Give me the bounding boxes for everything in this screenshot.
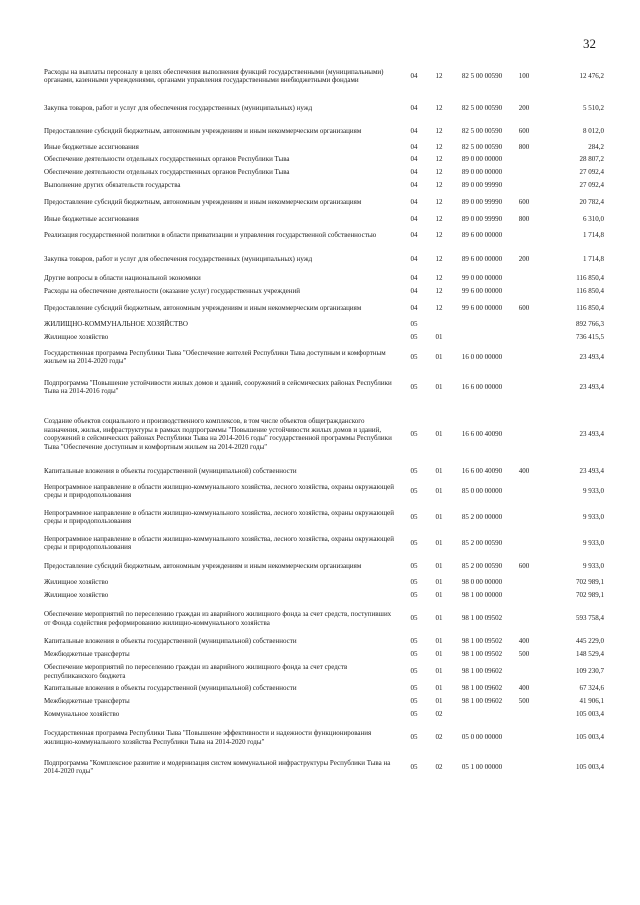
row-amount: 9 933,0	[583, 538, 604, 547]
table-row	[44, 464, 604, 478]
row-expense-type	[512, 708, 536, 721]
row-amount: 27 092,4	[579, 168, 604, 177]
row-expense-type	[512, 530, 536, 556]
row-expense-type	[512, 754, 536, 780]
row-subsection: 01	[435, 684, 443, 693]
row-expense-type: 500	[518, 697, 530, 706]
row-subsection: 12	[435, 126, 443, 135]
row-amount: 23 493,4	[579, 352, 604, 361]
row-subsection: 01	[435, 561, 443, 570]
row-target-code: 89 0 00 00000	[461, 155, 503, 164]
row-target-code: 98 1 00 09502	[461, 637, 503, 646]
row-section: 04	[410, 155, 418, 164]
table-row	[44, 318, 604, 331]
table-row	[44, 721, 604, 754]
row-section: 05	[410, 333, 418, 342]
row-name: Жилищное хозяйство	[44, 333, 109, 342]
row-subsection: 01	[435, 591, 443, 600]
row-amount: 1 714,8	[583, 254, 604, 263]
table-row	[44, 478, 604, 504]
row-section: 05	[410, 762, 418, 771]
row-section: 04	[410, 168, 418, 177]
row-amount: 702 989,1	[576, 578, 604, 587]
row-target-code: 82 5 00 00590	[461, 126, 503, 135]
row-section: 05	[410, 466, 418, 475]
row-section: 05	[410, 382, 418, 391]
row-section: 05	[410, 512, 418, 521]
row-section: 04	[410, 214, 418, 223]
row-target-code: 85 2 00 00000	[461, 512, 503, 521]
row-name: Коммунальное хозяйство	[44, 710, 120, 719]
row-amount: 1 714,8	[583, 231, 604, 240]
table-row	[44, 404, 604, 464]
row-subsection: 02	[435, 733, 443, 742]
row-subsection: 01	[435, 697, 443, 706]
row-section: 05	[410, 697, 418, 706]
row-expense-type	[512, 661, 536, 682]
row-name: Обеспечение мероприятий по переселению граждан из аварийного жилищного фонда за счет средств, поступивших от Фонда содействия реформированию жилищно-коммунального хозяйства	[44, 610, 392, 627]
row-expense-type: 600	[518, 303, 530, 312]
table-row	[44, 682, 604, 695]
row-expense-type: 400	[518, 684, 530, 693]
row-expense-type: 500	[518, 650, 530, 659]
row-name: Капитальные вложения в объекты государственной (муниципальной) собственности	[44, 684, 297, 693]
row-subsection: 01	[435, 466, 443, 475]
row-name: Жилищное хозяйство	[44, 591, 109, 600]
table-row	[44, 576, 604, 589]
row-name: Непрограммное направление в области жилищно-коммунального хозяйства, лесного хозяйства, охраны окружающей среды и природопользования	[44, 534, 395, 551]
row-subsection: 12	[435, 168, 443, 177]
row-amount: 105 003,4	[576, 733, 604, 742]
table-row	[44, 648, 604, 661]
row-target-code: 98 1 00 09502	[461, 650, 503, 659]
row-amount: 28 807,2	[579, 155, 604, 164]
row-subsection: 12	[435, 181, 443, 190]
row-amount: 41 906,1	[579, 697, 604, 706]
row-amount: 67 324,6	[579, 684, 604, 693]
row-name: Предоставление субсидий бюджетным, автономным учреждениям и иным некоммерческим организациям	[44, 561, 362, 570]
row-name: ЖИЛИЩНО-КОММУНАЛЬНОЕ ХОЗЯЙСТВО	[44, 320, 188, 329]
table-row	[44, 285, 604, 298]
row-target-code: 16 6 00 40090	[461, 429, 503, 438]
row-name: Межбюджетные трансферты	[44, 697, 130, 706]
row-name: Жилищное хозяйство	[44, 578, 109, 587]
row-subsection: 12	[435, 214, 443, 223]
row-amount: 9 933,0	[583, 561, 604, 570]
row-subsection: 12	[435, 198, 443, 207]
row-amount: 9 933,0	[583, 486, 604, 495]
row-target-code: 89 6 00 00000	[461, 231, 503, 240]
row-subsection: 01	[435, 382, 443, 391]
row-target-code: 05 1 00 00000	[461, 762, 503, 771]
budget-table	[44, 57, 604, 780]
row-amount: 116 850,4	[576, 274, 604, 283]
row-section: 05	[410, 637, 418, 646]
row-expense-type: 400	[518, 637, 530, 646]
row-expense-type	[512, 576, 536, 589]
row-expense-type	[512, 504, 536, 530]
row-name: Государственная программа Республики Тыва "Обеспечение жителей Республики Тыва доступным и комфортным жильем на 2014-2020 годы"	[44, 348, 386, 365]
row-section: 04	[410, 303, 418, 312]
row-amount: 23 493,4	[579, 466, 604, 475]
table-row	[44, 225, 604, 246]
row-expense-type	[512, 721, 536, 754]
row-section: 05	[410, 429, 418, 438]
row-subsection: 01	[435, 538, 443, 547]
row-target-code: 89 6 00 00000	[461, 254, 503, 263]
row-subsection: 12	[435, 155, 443, 164]
row-target-code: 16 6 00 40090	[461, 466, 503, 475]
row-section: 05	[410, 710, 418, 719]
row-subsection: 01	[435, 614, 443, 623]
row-target-code: 99 0 00 00000	[461, 274, 503, 283]
row-amount: 8 012,0	[583, 126, 604, 135]
table-row	[44, 754, 604, 780]
row-name: Обеспечение деятельности отдельных государственных органов Республики Тыва	[44, 155, 290, 164]
row-name: Капитальные вложения в объекты государственной (муниципальной) собственности	[44, 466, 297, 475]
row-subsection: 12	[435, 231, 443, 240]
row-target-code: 16 0 00 00000	[461, 352, 503, 361]
row-section: 04	[410, 103, 418, 112]
row-expense-type: 400	[518, 466, 530, 475]
table-row	[44, 530, 604, 556]
row-section: 05	[410, 578, 418, 587]
row-subsection: 01	[435, 650, 443, 659]
row-target-code: 98 1 00 09502	[461, 614, 503, 623]
row-expense-type	[512, 285, 536, 298]
row-name: Предоставление субсидий бюджетным, автономным учреждениям и иным некоммерческим организациям	[44, 303, 362, 312]
row-section: 04	[410, 181, 418, 190]
table-row	[44, 661, 604, 682]
row-name: Предоставление субсидий бюджетным, автономным учреждениям и иным некоммерческим организациям	[44, 198, 362, 207]
row-amount: 736 415,5	[576, 333, 604, 342]
row-subsection	[426, 318, 452, 331]
row-expense-type	[512, 318, 536, 331]
row-target-code: 85 2 00 00590	[461, 561, 503, 570]
row-name: Непрограммное направление в области жилищно-коммунального хозяйства, лесного хозяйства, охраны окружающей среды и природопользования	[44, 482, 395, 499]
table-row	[44, 331, 604, 344]
row-section: 05	[410, 684, 418, 693]
row-section: 05	[410, 538, 418, 547]
row-section: 04	[410, 71, 418, 80]
row-subsection: 01	[435, 333, 443, 342]
row-amount: 445 229,0	[576, 637, 604, 646]
row-target-code: 85 0 00 00000	[461, 486, 503, 495]
table-row	[44, 57, 604, 95]
row-target-code: 98 1 00 00000	[461, 591, 503, 600]
row-target-code: 85 2 00 00590	[461, 538, 503, 547]
row-target-code: 89 0 00 99990	[461, 214, 503, 223]
row-subsection: 12	[435, 274, 443, 283]
row-subsection: 01	[435, 429, 443, 438]
table-row	[44, 708, 604, 721]
row-expense-type	[512, 404, 536, 464]
row-amount: 5 510,2	[583, 103, 604, 112]
row-target-code: 89 0 00 00000	[461, 168, 503, 177]
row-target-code	[452, 318, 512, 331]
row-name: Межбюджетные трансферты	[44, 650, 130, 659]
row-subsection: 01	[435, 637, 443, 646]
row-amount: 23 493,4	[579, 382, 604, 391]
row-section: 04	[410, 198, 418, 207]
row-target-code: 82 5 00 00590	[461, 71, 503, 80]
row-amount: 20 782,4	[579, 198, 604, 207]
row-subsection: 01	[435, 578, 443, 587]
row-target-code: 98 1 00 09602	[461, 667, 503, 676]
row-section: 04	[410, 254, 418, 263]
row-amount: 23 493,4	[579, 429, 604, 438]
table-row	[44, 121, 604, 141]
row-amount: 27 092,4	[579, 181, 604, 190]
row-section: 05	[410, 614, 418, 623]
table-row	[44, 695, 604, 708]
row-target-code: 99 6 00 00000	[461, 287, 503, 296]
table-row	[44, 298, 604, 318]
row-section: 04	[410, 126, 418, 135]
row-amount: 12 476,2	[579, 71, 604, 80]
table-row	[44, 370, 604, 404]
table-row	[44, 344, 604, 370]
table-row	[44, 589, 604, 602]
row-expense-type	[512, 272, 536, 285]
row-subsection: 12	[435, 303, 443, 312]
row-expense-type: 100	[518, 71, 530, 80]
row-section: 05	[410, 667, 418, 676]
row-expense-type: 200	[518, 103, 530, 112]
row-subsection: 02	[435, 762, 443, 771]
table-row	[44, 556, 604, 576]
row-expense-type	[512, 166, 536, 179]
row-amount: 593 758,4	[576, 614, 604, 623]
row-amount: 892 766,3	[576, 320, 604, 329]
row-amount: 109 230,7	[576, 667, 604, 676]
row-subsection: 01	[435, 512, 443, 521]
row-expense-type: 600	[518, 126, 530, 135]
row-name: Другие вопросы в области национальной экономики	[44, 274, 201, 283]
row-target-code: 99 6 00 00000	[461, 303, 503, 312]
table-row	[44, 635, 604, 648]
row-name: Закупка товаров, работ и услуг для обеспечения государственных (муниципальных) нужд	[44, 103, 313, 112]
row-target-code: 89 0 00 99990	[461, 198, 503, 207]
table-row	[44, 153, 604, 166]
row-expense-type	[512, 478, 536, 504]
row-amount: 116 850,4	[576, 287, 604, 296]
row-expense-type	[512, 589, 536, 602]
row-section: 05	[410, 486, 418, 495]
row-target-code	[452, 708, 512, 721]
row-name: Непрограммное направление в области жилищно-коммунального хозяйства, лесного хозяйства, охраны окружающей среды и природопользования	[44, 508, 395, 525]
row-section: 05	[410, 352, 418, 361]
row-amount: 148 529,4	[576, 650, 604, 659]
row-amount: 284,2	[588, 142, 604, 151]
row-amount: 6 310,0	[583, 214, 604, 223]
table-row	[44, 504, 604, 530]
row-target-code: 82 5 00 00590	[461, 103, 503, 112]
row-expense-type	[512, 602, 536, 635]
row-subsection: 12	[435, 142, 443, 151]
row-target-code: 98 0 00 00000	[461, 578, 503, 587]
row-section: 04	[410, 287, 418, 296]
table-row	[44, 602, 604, 635]
row-name: Капитальные вложения в объекты государственной (муниципальной) собственности	[44, 637, 297, 646]
row-amount: 702 989,1	[576, 591, 604, 600]
table-row	[44, 192, 604, 213]
row-expense-type	[512, 331, 536, 344]
row-section: 05	[410, 561, 418, 570]
row-section: 04	[410, 274, 418, 283]
row-target-code	[452, 331, 512, 344]
row-expense-type	[512, 153, 536, 166]
row-amount: 105 003,4	[576, 710, 604, 719]
row-subsection: 01	[435, 486, 443, 495]
table-row	[44, 213, 604, 225]
page-number: 32	[583, 36, 596, 51]
table-row	[44, 272, 604, 285]
row-subsection: 01	[435, 352, 443, 361]
row-name: Предоставление субсидий бюджетным, автономным учреждениям и иным некоммерческим организациям	[44, 126, 362, 135]
table-row	[44, 95, 604, 121]
row-expense-type: 800	[518, 214, 530, 223]
row-name: Выполнение других обязательств государства	[44, 181, 181, 190]
row-subsection: 12	[435, 71, 443, 80]
row-expense-type	[512, 179, 536, 192]
row-subsection: 02	[435, 710, 443, 719]
row-name: Подпрограмма "Повышение устойчивости жилых домов и зданий, сооружений в сейсмических районах Республики Тыва на 2014-2016 годы"	[44, 378, 392, 395]
row-expense-type: 600	[518, 198, 530, 207]
row-section: 04	[410, 142, 418, 151]
row-section: 05	[410, 650, 418, 659]
row-name: Подпрограмма "Комплексное развитие и модернизация систем коммунальной инфраструктуры Республики Тыва на 2014-2020 годы"	[44, 758, 391, 775]
row-target-code: 16 6 00 00000	[461, 382, 503, 391]
row-subsection: 12	[435, 103, 443, 112]
row-target-code: 98 1 00 09602	[461, 684, 503, 693]
row-name: Расходы на выплаты персоналу в целях обеспечения выполнения функций государственными (муниципальными) органами, казенными учреждениями, органами управления государственными внебюджетными фондами	[44, 67, 384, 84]
row-section: 05	[410, 591, 418, 600]
row-name: Государственная программа Республики Тыва "Повышение эффективности и надежности функционирования жилищно-коммунального хозяйства Республики Тыва на 2014-2020 годы"	[44, 729, 372, 746]
row-expense-type: 800	[518, 142, 530, 151]
row-subsection: 12	[435, 254, 443, 263]
row-subsection: 01	[435, 667, 443, 676]
row-amount: 116 850,4	[576, 303, 604, 312]
row-amount: 105 003,4	[576, 762, 604, 771]
row-expense-type: 600	[518, 561, 530, 570]
row-expense-type	[512, 344, 536, 370]
row-target-code: 82 5 00 00590	[461, 142, 503, 151]
table-row	[44, 141, 604, 153]
table-row	[44, 166, 604, 179]
row-section: 05	[410, 320, 418, 329]
row-section: 05	[410, 733, 418, 742]
row-name: Обеспечение мероприятий по переселению граждан из аварийного жилищного фонда за счет средств республиканского бюджета	[44, 663, 348, 680]
row-expense-type	[512, 225, 536, 246]
row-expense-type: 200	[518, 254, 530, 263]
row-expense-type	[512, 370, 536, 404]
row-name: Обеспечение деятельности отдельных государственных органов Республики Тыва	[44, 168, 290, 177]
table-row	[44, 246, 604, 272]
row-subsection: 12	[435, 287, 443, 296]
row-name: Иные бюджетные ассигнования	[44, 142, 139, 151]
row-name: Закупка товаров, работ и услуг для обеспечения государственных (муниципальных) нужд	[44, 254, 313, 263]
row-name: Создание объектов социального и производственного комплексов, в том числе объектов общегражданского назначения, жилья, инфраструктуры в рамках подпрограммы "Повышение устойчивости жилых домов и зданий, сооружений в сейсмических районах Республики Тыва на 2014-2016 годы" государственной программы Республики Тыва "Обеспечение доступным и комфортным жильем на 2014-2020 годы"	[44, 417, 392, 451]
table-row	[44, 179, 604, 192]
row-target-code: 05 0 00 00000	[461, 733, 503, 742]
row-section: 04	[410, 231, 418, 240]
row-target-code: 89 0 00 99990	[461, 181, 503, 190]
row-name: Расходы на обеспечение деятельности (оказание услуг) государственных учреждений	[44, 287, 300, 296]
row-name: Реализация государственной политики в области приватизации и управления государственной собственностью	[44, 231, 377, 240]
row-amount: 9 933,0	[583, 512, 604, 521]
row-target-code: 98 1 00 09602	[461, 697, 503, 706]
row-name: Иные бюджетные ассигнования	[44, 214, 139, 223]
